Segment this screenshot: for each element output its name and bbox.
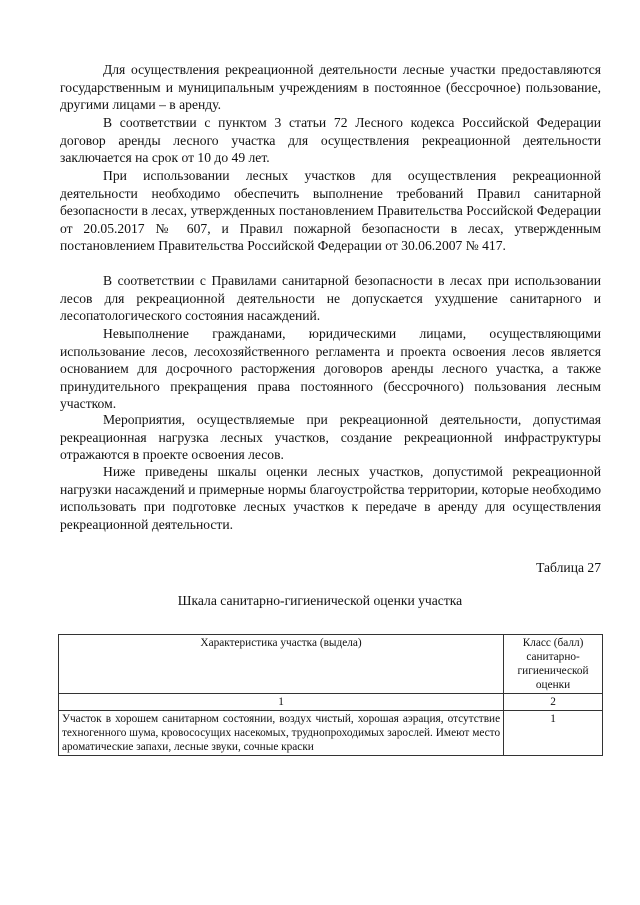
table-title: Шкала санитарно-гигиенической оценки участка <box>177 593 463 608</box>
table-header-row <box>59 635 603 694</box>
table-number-row <box>59 694 603 711</box>
table-row <box>59 711 603 756</box>
paragraph-2: В соответствии с пунктом 3 статьи 72 Лесного кодекса Российской Федерации договор аренды лесного участка для осуществления рекреационной деятельности заключается на срок от 10 до 49 лет. <box>60 115 601 166</box>
row-characteristic: Участок в хорошем санитарном состоянии, воздух чистый, хорошая аэрация, отсутствие техногенного шума, кровососущих насекомых, труднопроходимых зарослей. Имеют место ароматические запахи, лесные звуки, сочные краски <box>59 711 504 756</box>
header-characteristic: Характеристика участка (выдела) <box>59 635 504 694</box>
paragraph-5: Невыполнение гражданами, юридическими лицами, осуществляющими использование лесов, лесохозяйственного регламента и проекта освоения лесов является основанием для досрочного расторжения договоров аренды лесного участка, а также принудительного прекращения права постоянного (бессрочного) пользования лесным участком. <box>60 326 601 412</box>
row-class: 1 <box>504 711 603 756</box>
paragraph-3: При использовании лесных участков для осуществления рекреационной деятельности необходимо обеспечить выполнение требований Правил санитарной безопасности в лесах, утвержденных постановлением Правительства Российской Федерации от 20.05.2017 № 607, и Правил пожарной безопасности в лесах, утвержденным постановлением Правительства Российской Федерации от 30.06.2007 № 417. <box>60 168 601 254</box>
paragraph-4: В соответствии с Правилами санитарной безопасности в лесах при использовании лесов для рекреационной деятельности не допускается ухудшение санитарного и лесопатологического состояния насаждений. <box>60 273 601 324</box>
header-class: Класс (балл) санитарно-гигиенической оценки <box>504 635 603 694</box>
paragraph-7: Ниже приведены шкалы оценки лесных участков, допустимой рекреационной нагрузки насаждений и примерные нормы благоустройства территории, которые необходимо использовать при подготовке лесных участков к передаче в аренду для осуществления рекреационной деятельности. <box>60 464 601 532</box>
paragraph-1: Для осуществления рекреационной деятельности лесные участки предоставляются государственным и муниципальным учреждениям в постоянное (бессрочное) пользование, другими лицами – в аренду. <box>60 62 601 113</box>
column-number-1: 1 <box>59 694 504 711</box>
sanitary-assessment-table <box>58 634 603 756</box>
column-number-2: 2 <box>504 694 603 711</box>
paragraph-6: Мероприятия, осуществляемые при рекреационной деятельности, допустимая рекреационная нагрузка лесных участков, создание рекреационной инфраструктуры отражаются в проекте освоения лесов. <box>60 412 601 463</box>
table-caption: Таблица 27 <box>536 560 601 575</box>
